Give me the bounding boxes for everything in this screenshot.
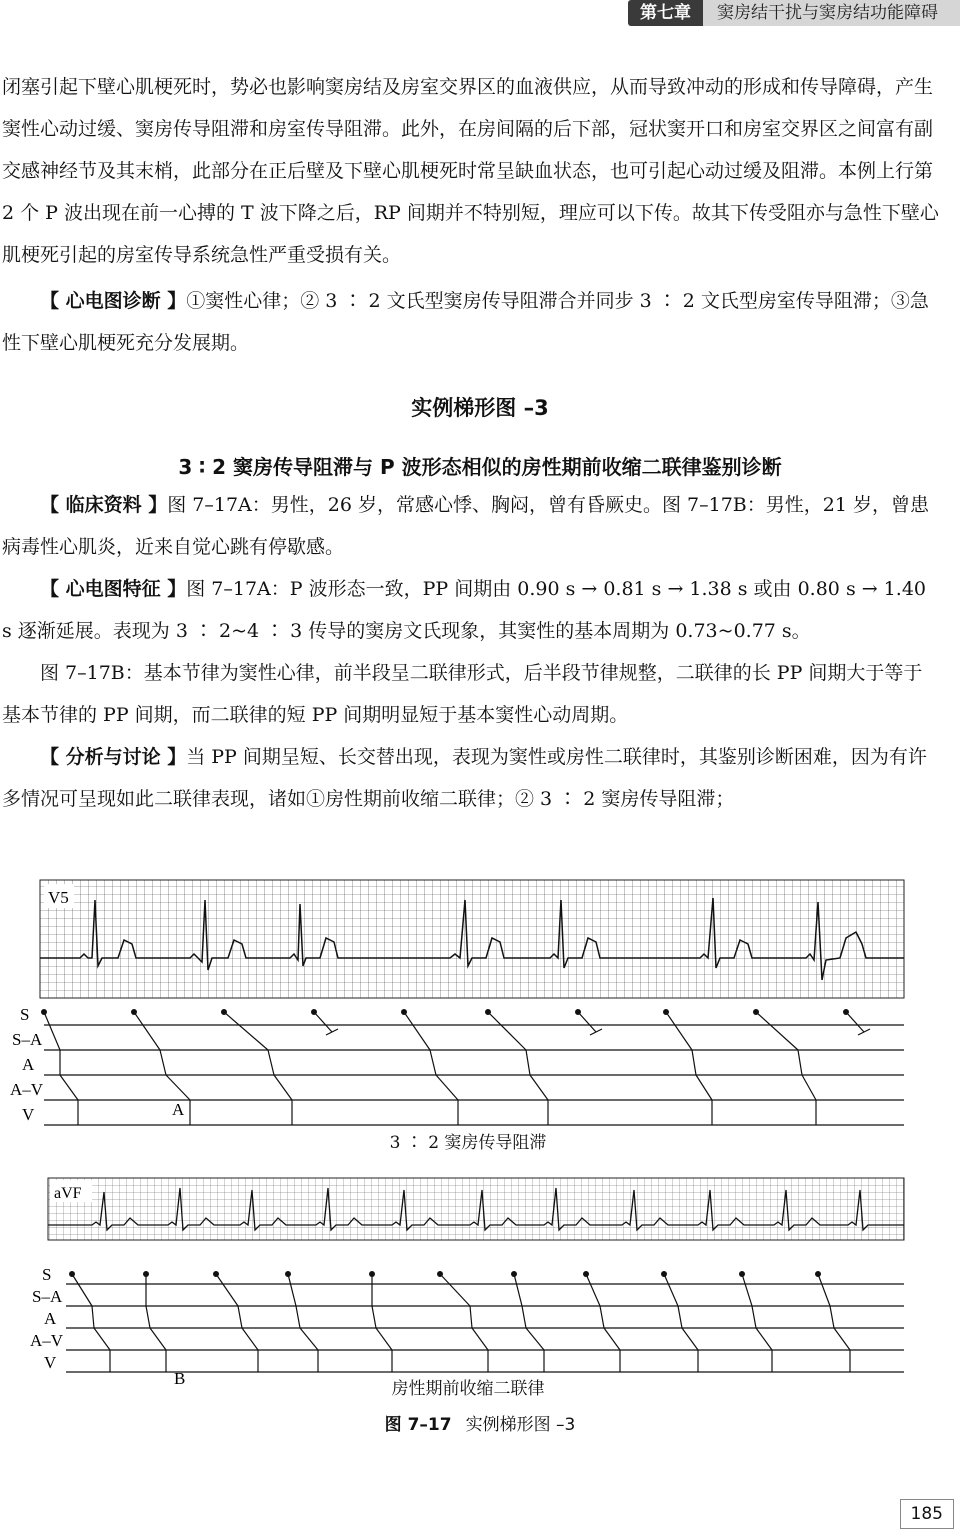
ladder-a <box>10 1005 904 1125</box>
chapter-title: 窦房结干扰与窦房结功能障碍 <box>703 0 960 26</box>
clinical-data-tag: 【 临床资料 】 <box>40 494 168 516</box>
ecg-features-text: 图 7–17A：P 波形态一致，PP 间期由 0.90 s → 0.81 s → 1.38 s 或由 0.80 s → 1.40 s 逐渐延展。表现为 3 ∶ 2~4 ∶ 3 传导的窦房文氏现象，其窦性的基本周期为 0.73~0.77 s。 <box>2 578 926 642</box>
ladder-b-row-a: A <box>44 1309 57 1328</box>
page-number: 185 <box>900 1499 954 1529</box>
figure-caption-number: 图 7–17 <box>384 1415 452 1435</box>
paragraph-ecg-features <box>2 568 940 652</box>
paragraph-analysis <box>2 736 940 820</box>
analysis-tag: 【 分析与讨论 】 <box>40 746 187 768</box>
ladder-a-row-v: V <box>22 1105 35 1124</box>
ecg-diagnosis-tag: 【 心电图诊断 】 <box>40 290 187 312</box>
panel-b-caption: 房性期前收缩二联律 <box>391 1379 545 1399</box>
sub-title: 3 ∶ 2 窦房传导阻滞与 P 波形态相似的房性期前收缩二联律鉴别诊断 <box>178 455 782 479</box>
paragraph-clinical-data <box>2 484 940 568</box>
paragraph-1: 闭塞引起下壁心肌梗死时，势必也影响窦房结及房室交界区的血液供应，从而导致冲动的形成和传导障碍，产生窦性心动过缓、窦房传导阻滞和房室传导阻滞。此外，在房间隔的后下部，冠状窦开口和房室交界区之间富有副交感神经节及其末梢，此部分在正后壁及下壁心肌梗死时常呈缺血状态，也可引起心动过缓及阻滞。本例上行第 2 个 P 波出现在前一心搏的 T 波下降之后，RP 间期并不特别短，理应可以下传。故其下传受阻亦与急性下壁心肌梗死引起的房室传导系统急性严重受损有关。 <box>2 76 939 266</box>
ecg-diagnosis-text: ①窦性心律；② 3 ∶ 2 文氏型窦房传导阻滞合并同步 3 ∶ 2 文氏型房室传导阻滞；③急性下壁心肌梗死充分发展期。 <box>2 290 929 354</box>
ecg-strip-b <box>48 1178 904 1240</box>
lead-label-avf: aVF <box>54 1185 82 1202</box>
figure-caption <box>0 1410 960 1435</box>
ladder-a-row-av: A–V <box>10 1080 44 1099</box>
page-header <box>0 0 960 26</box>
ladder-b-row-av: A–V <box>30 1331 64 1350</box>
ladder-b-row-v: V <box>44 1353 57 1372</box>
paragraph-ecg-diagnosis <box>2 280 940 364</box>
ladder-b <box>30 1265 904 1388</box>
figure-caption-text: 实例梯形图 –3 <box>465 1415 576 1435</box>
ladder-a-row-sa: S–A <box>12 1030 43 1049</box>
ladder-a-row-s: S <box>20 1005 30 1024</box>
paragraph-figure-b-desc: 图 7–17B：基本节律为窦性心律，前半段呈二联律形式，后半段节律规整，二联律的长 PP 间期大于等于基本节律的 PP 间期，而二联律的短 PP 间期明显短于基本窦性心动周期。 <box>2 662 923 726</box>
ladder-b-row-s: S <box>42 1265 52 1284</box>
ladder-a-row-a: A <box>22 1055 35 1074</box>
ladder-b-row-sa: S–A <box>32 1287 63 1306</box>
section-title: 实例梯形图 –3 <box>411 396 549 420</box>
ecg-strip-a <box>40 880 904 998</box>
panel-a-letter: A <box>172 1100 185 1119</box>
analysis-text: 当 PP 间期呈短、长交替出现，表现为窦性或房性二联律时，其鉴别诊断困难，因为有许多情况可呈现如此二联律表现，诸如①房性期前收缩二联律；② 3 ∶ 2 窦房传导阻滞； <box>2 746 927 810</box>
chapter-badge: 第七章 <box>628 0 703 26</box>
panel-b-letter: B <box>174 1369 186 1388</box>
lead-label-v5: V5 <box>48 888 69 907</box>
panel-a-caption: 3 ∶ 2 窦房传导阻滞 <box>389 1133 547 1153</box>
ecg-features-tag: 【 心电图特征 】 <box>40 578 187 600</box>
clinical-data-text: 图 7–17A：男性，26 岁，常感心悸、胸闷，曾有昏厥史。图 7–17B：男性，21 岁，曾患病毒性心肌炎，近来自觉心跳有停歇感。 <box>2 494 929 558</box>
